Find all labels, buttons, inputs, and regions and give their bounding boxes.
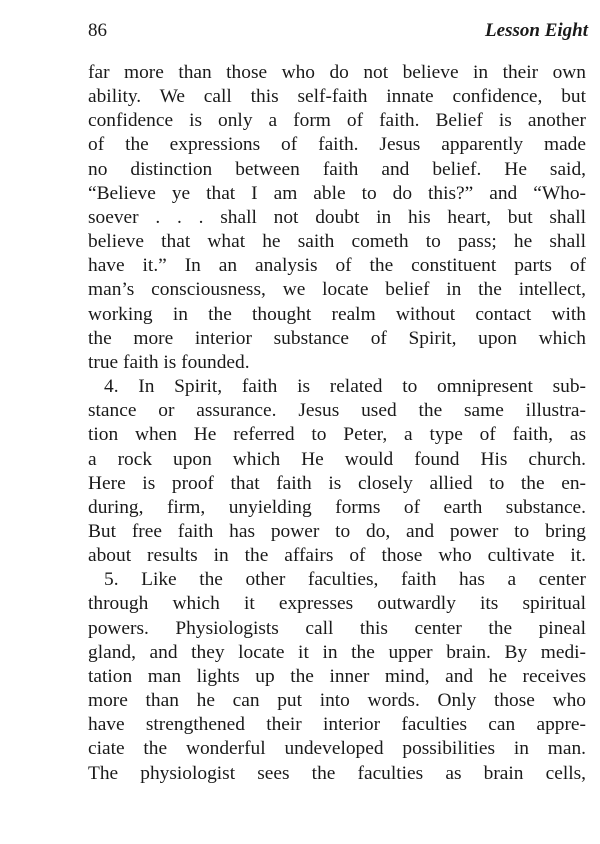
text-line: believe that what he saith cometh to pass; he shall xyxy=(88,231,586,253)
text-line: the more interior substance of Spirit, upon which xyxy=(88,327,586,349)
text-line: soever . . . shall not doubt in his heart, but shall xyxy=(88,206,586,228)
page-header xyxy=(88,20,588,46)
text-line: a rock upon which He would found His church. xyxy=(88,448,586,470)
text-line: no distinction between faith and belief. He said, xyxy=(88,158,586,180)
text-line: confidence is only a form of faith. Belief is another xyxy=(88,110,586,132)
text-line: more than he can put into words. Only those who xyxy=(88,690,586,712)
page-number: 86 xyxy=(88,20,107,41)
text-line: gland, and they locate it in the upper brain. By medi- xyxy=(88,641,586,663)
text-line: of the expressions of faith. Jesus apparently made xyxy=(88,134,586,156)
text-line: powers. Physiologists call this center the pineal xyxy=(88,617,586,639)
text-line: stance or assurance. Jesus used the same illustra- xyxy=(88,400,586,422)
text-line: about results in the affairs of those who cultivate it. xyxy=(88,545,586,567)
text-line: working in the thought realm without contact with xyxy=(88,303,586,325)
running-head: Lesson Eight xyxy=(485,20,588,41)
paragraph-4-start: 4. In Spirit, faith is related to omnipresent sub- xyxy=(104,376,586,398)
text-line: through which it expresses outwardly its spiritual xyxy=(88,593,586,615)
text-line: man’s consciousness, we locate belief in the intellect, xyxy=(88,279,586,301)
text-line: true faith is founded. xyxy=(88,351,250,373)
text-line: tation man lights up the inner mind, and he receives xyxy=(88,665,586,687)
body-text xyxy=(88,61,586,786)
text-line: tion when He referred to Peter, a type of faith, as xyxy=(88,424,586,446)
text-line: have it.” In an analysis of the constituent parts of xyxy=(88,255,586,277)
text-line: ciate the wonderful undeveloped possibilities in man. xyxy=(88,738,586,760)
text-line: far more than those who do not believe in their own xyxy=(88,62,586,83)
text-line: have strengthened their interior faculties can appre- xyxy=(88,714,586,736)
text-line: But free faith has power to do, and power to bring xyxy=(88,520,586,542)
text-line: “Believe ye that I am able to do this?” and “Who- xyxy=(88,182,586,204)
text-line: ability. We call this self-faith innate confidence, but xyxy=(88,86,586,108)
text-line: The physiologist sees the faculties as brain cells, xyxy=(88,762,586,784)
paragraph-5-start: 5. Like the other faculties, faith has a center xyxy=(104,569,586,591)
text-line: during, firm, unyielding forms of earth substance. xyxy=(88,496,586,518)
text-line: Here is proof that faith is closely allied to the en- xyxy=(88,472,586,494)
